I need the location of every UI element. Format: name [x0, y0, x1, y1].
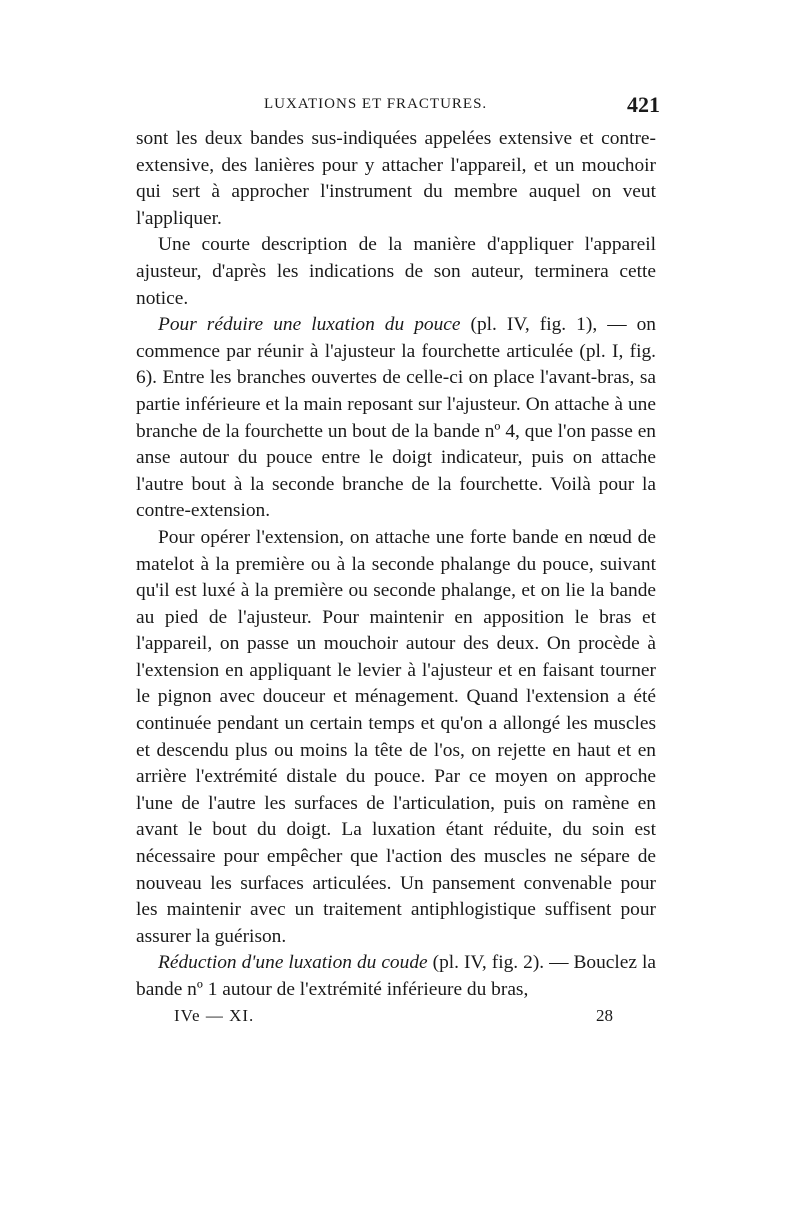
paragraph [136, 232, 656, 312]
paragraph-text: (pl. IV, fig. 1), — on commence par réunir à l'ajusteur la fourchette articulée (pl. I, fig. 6). Entre les branches ouvertes de celle-ci on place l'avant-bras, sa partie inférieure et la main reposant sur l'ajusteur. On attache à une branche de la fourchette un bout de la bande nº 4, que l'on passe en anse autour du pouce entre le doigt indicateur, puis on attache l'autre bout à la seconde branche de la fourchette. Voilà pour la contre-extension. [136, 314, 656, 522]
paragraph [136, 950, 656, 1003]
book-page [136, 92, 660, 1030]
signature-number: 28 [596, 1005, 613, 1025]
running-head [136, 92, 660, 120]
page-footer [136, 1006, 656, 1030]
body-text [136, 126, 656, 1004]
paragraph [136, 312, 656, 525]
signature-mark: IVe — XI. [174, 1005, 255, 1025]
paragraph [136, 126, 656, 232]
paragraph-text: (pl. IV, fig. 2). — Bouclez la bande nº 1 autour de l'extrémité inférieure du bras, [136, 952, 656, 1000]
paragraph-heading: Pour réduire une luxation du pouce [158, 314, 461, 336]
running-title: LUXATIONS ET FRACTURES. [264, 96, 488, 112]
paragraph-text: Une courte description de la manière d'appliquer l'appareil ajusteur, d'après les indications de son auteur, terminera cette notice. [136, 234, 656, 309]
paragraph-text: Pour opérer l'extension, on attache une forte bande en nœud de matelot à la première ou à la seconde phalange du pouce, suivant qu'il est luxé à la première ou seconde phalange, et on lie la bande au pied de l'ajusteur. Pour maintenir en apposition le bras et l'appareil, on passe un mouchoir autour des deux. On procède à l'extension en appliquant le levier à l'ajusteur et en faisant tourner le pignon avec douceur et ménagement. Quand l'extension a été continuée pendant un certain temps et qu'on a allongé les muscles et descendu plus ou moins la tête de l'os, on rejette en haut et en arrière l'extrémité distale du pouce. Par ce moyen on approche l'une de l'autre les surfaces de l'articulation, puis on ramène en avant le bout du doigt. La luxation étant réduite, du soin est nécessaire pour empêcher que l'action des muscles ne sépare de nouveau les surfaces articulées. Un pansement convenable pour les maintenir avec un traitement antiphlogistique suffisent pour assurer la guérison. [136, 526, 656, 947]
page-number: 421 [627, 92, 660, 117]
paragraph [136, 525, 656, 951]
paragraph-heading: Réduction d'une luxation du coude [158, 952, 428, 974]
paragraph-text: sont les deux bandes sus-indiquées appelées extensive et contre-extensive, des lanières pour y attacher l'appareil, et un mouchoir qui sert à approcher l'instrument du membre auquel on veut l'appliquer. [136, 128, 656, 229]
